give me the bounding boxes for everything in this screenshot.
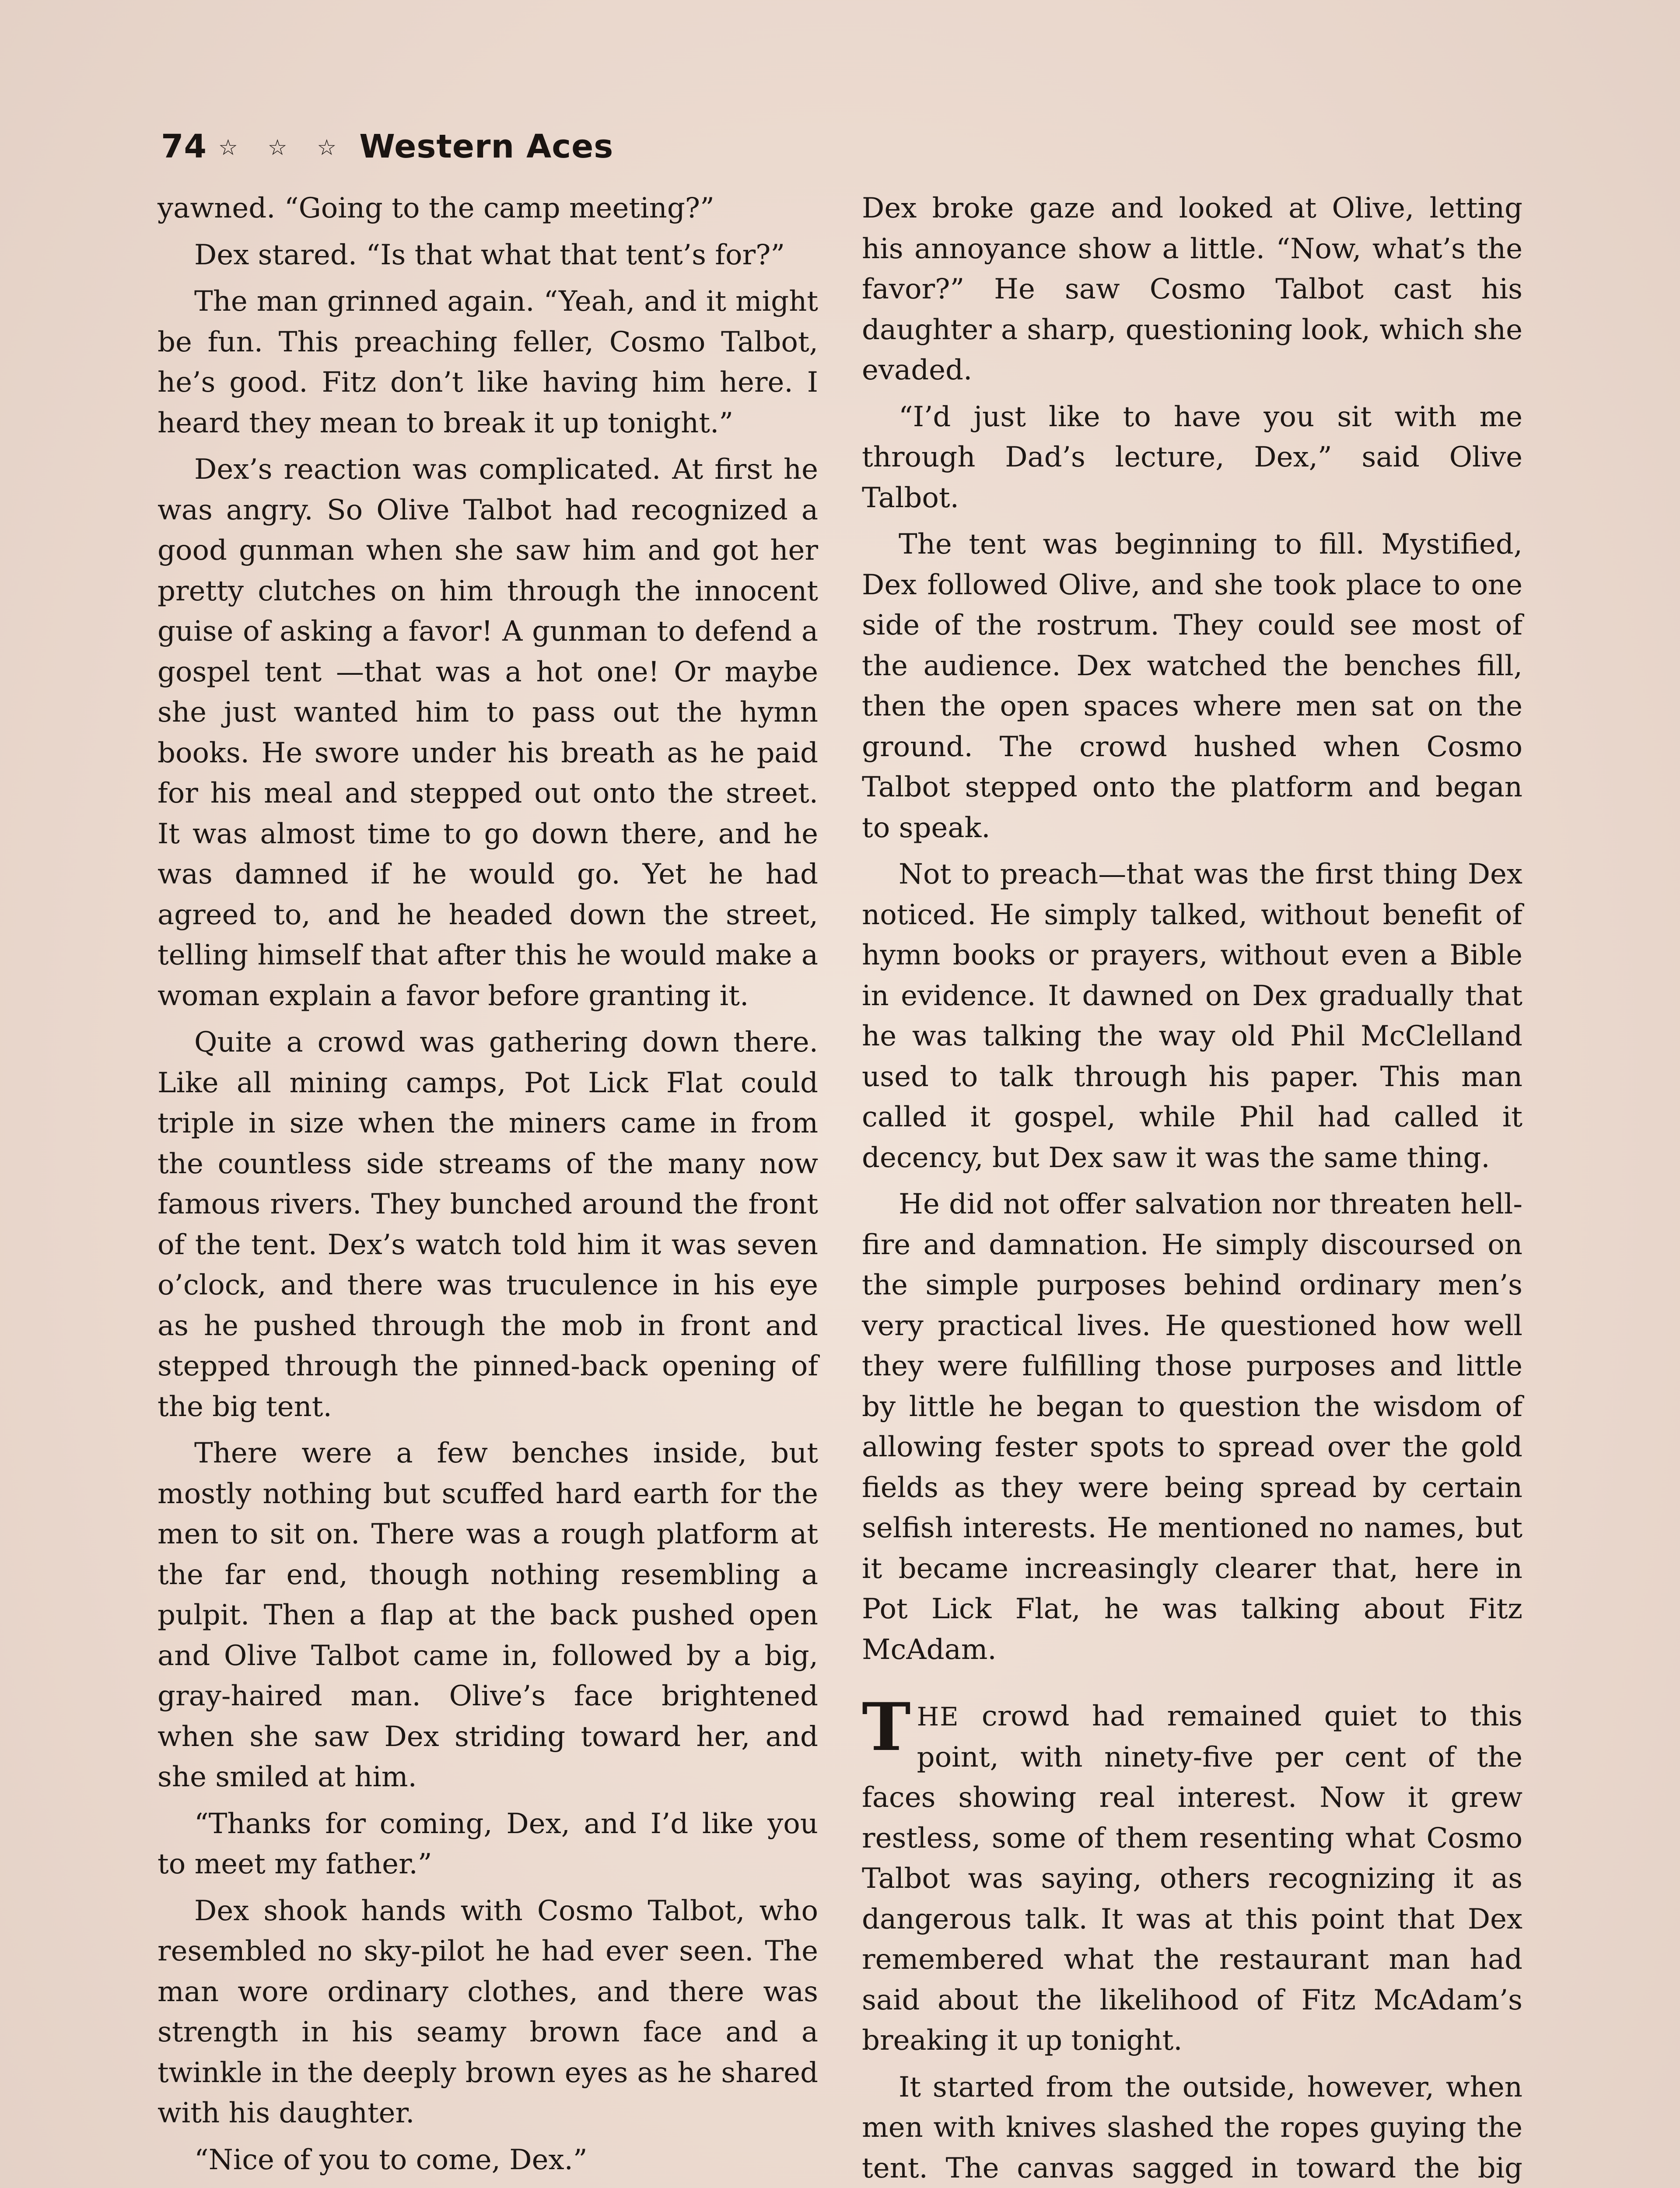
paragraph: “I’d just like to have you sit with me through Dad’s lecture, Dex,” said Olive Talbot. (862, 400, 1522, 514)
paragraph: Dex’s reaction was complicated. At first he was angry. So Olive Talbot had recognized a good gunman when she saw him and got her pretty clutches on him through the innocent guise of asking a favor! A gunman to defend a gospel tent —that was a hot one! Or maybe she just wanted him to pass out the hymn books. He swore under his breath as he paid for his meal and stepped out onto the street. It was almost time to go down there, and he was damned if he would go. Yet he had agreed to, and he headed down the street, telling himself that after this he would make a woman explain a favor before granting it. (158, 453, 818, 1012)
paragraph: Not to preach—that was the first thing Dex noticed. He simply talked, without benefit of hymn books or prayers, without even a Bible in evidence. It dawned on Dex gradually that he was talking the way old Phil McClelland used to talk through his paper. This man called it gospel, while Phil had called it decency, but Dex saw it was the same thing. (862, 858, 1522, 1174)
paragraph: yawned. “Going to the camp meeting?” (158, 192, 714, 224)
paragraph: The tent was beginning to fill. Mystified, Dex followed Olive, and she took place to one side of the rostrum. They could see most of the audience. Dex watched the benches fill, then the open spaces where men sat on the ground. The crowd hushed when Cosmo Talbot stepped onto the platform and began to speak. (862, 528, 1522, 844)
right-column (862, 188, 1522, 2188)
magazine-title: Western Aces (359, 128, 614, 165)
paragraph: Quite a crowd was gathering down there. Like all mining camps, Pot Lick Flat could triple in size when the miners came in from the countless side streams of the many now famous rivers. They bunched around the front of the tent. Dex’s watch told him it was seven o’clock, and there was truculence in his eye as he pushed through the mob in front and stepped through the pinned-back opening of the big tent. (158, 1026, 818, 1423)
paragraph: Dex stared. “Is that what that tent’s for?” (194, 238, 785, 271)
page-number: 74 (161, 128, 207, 165)
paragraph: There were a few benches inside, but mostly nothing but scuffed hard earth for the men to sit on. There was a rough platform at the far end, though nothing resembling a pulpit. Then a flap at the back pushed open and Olive Talbot came in, followed by a big, gray-haired man. Olive’s face brightened when she saw Dex striding toward her, and she smiled at him. (158, 1437, 818, 1793)
star-ornament-icon: ☆ ☆ ☆ (218, 135, 348, 160)
paragraph: Dex shook hands with Cosmo Talbot, who resembled no sky-pilot he had ever seen. The man wore ordinary clothes, and there was strength in his seamy brown face and a twinkle in the deeply brown eyes as he shared with his daughter. (158, 1894, 818, 2129)
paragraph: He did not offer salvation nor threaten hell-fire and damnation. He simply discoursed on the simple purposes behind ordinary men’s very practical lives. He questioned how well they were fulfilling those purposes and little by little he began to question the wisdom of allowing fester spots to spread over the gold fields as they were being spread by certain selfish interests. He mentioned no names, but it became increasingly clearer that, here in Pot Lick Flat, he was talking about Fitz McAdam. (862, 1188, 1522, 1666)
paragraph: “Thanks for coming, Dex, and I’d like you to meet my father.” (158, 1807, 818, 1880)
section-break-paragraph (862, 1689, 1522, 2061)
small-caps-lead: HE (917, 1702, 959, 1732)
paragraph: The man grinned again. “Yeah, and it might be fun. This preaching feller, Cosmo Talbot, he’s good. Fitz don’t like having him here. I heard they mean to break it up tonight.” (158, 285, 818, 439)
paragraph: It started from the outside, however, when men with knives slashed the ropes guying the tent. The canvas sagged in toward the big (862, 2071, 1522, 2184)
paragraph: “Nice of you to come, Dex.” (194, 2143, 588, 2176)
paragraph-text: crowd had remained quiet to this point, with ninety-five per cent of the faces showing real interest. Now it grew restless, some of them resenting what Cosmo Talbot was saying, others recognizing it as dangerous talk. It was at this point that Dex remembered what the restaurant man had said about the likelihood of Fitz McAdam’s breaking it up tonight. (862, 1700, 1522, 2057)
drop-cap: T (862, 1689, 911, 1766)
page-header (161, 128, 613, 165)
left-column (158, 188, 818, 2186)
paragraph: Dex broke gaze and looked at Olive, letting his annoyance show a little. “Now, what’s the favor?” He saw Cosmo Talbot cast his daughter a sharp, questioning look, which she evaded. (862, 192, 1522, 386)
